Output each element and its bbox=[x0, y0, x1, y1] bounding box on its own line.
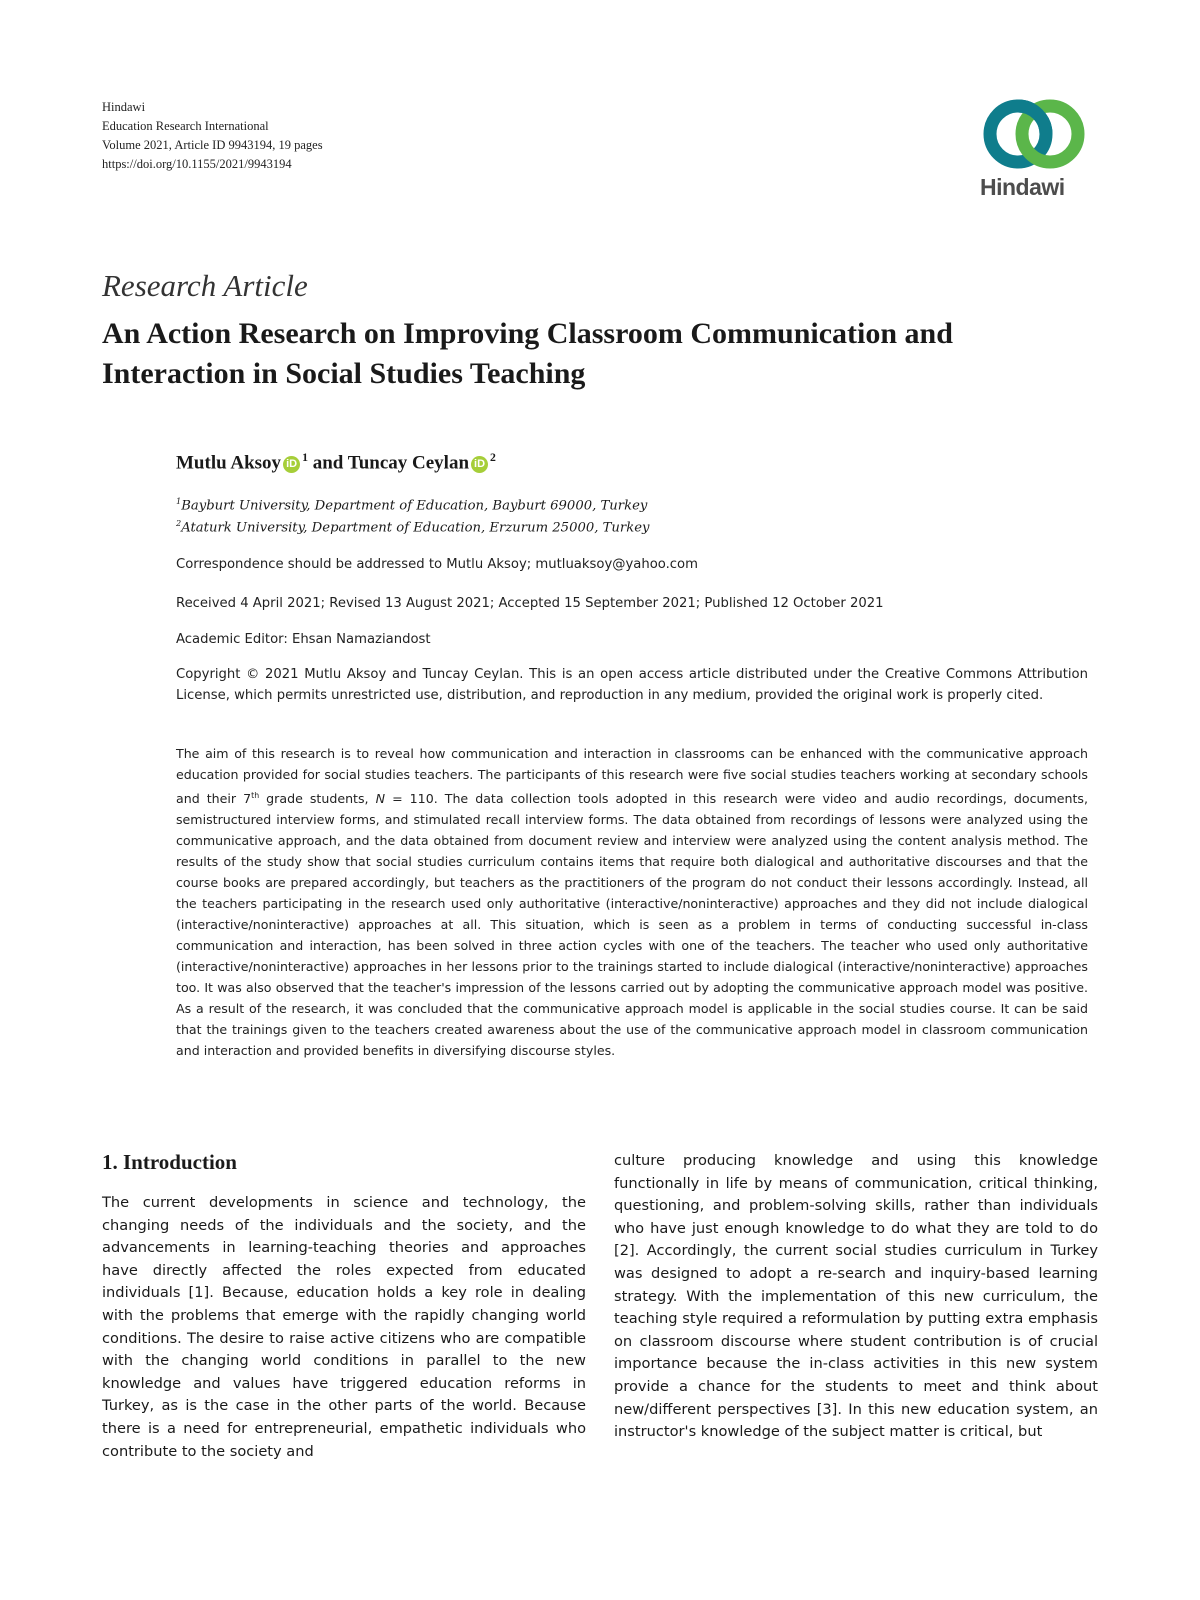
abstract-text: grade students, bbox=[259, 791, 376, 807]
hindawi-rings-icon bbox=[982, 96, 1086, 172]
author-line bbox=[176, 451, 496, 474]
paper-title: An Action Research on Improving Classroom Communication and Interaction in Social Studies Teaching bbox=[102, 317, 953, 390]
author-conjunction: and bbox=[312, 452, 344, 474]
affiliation-text: Bayburt University, Department of Education, Bayburt 69000, Turkey bbox=[181, 498, 648, 514]
journal-header bbox=[102, 98, 323, 174]
author-affiliation-mark: 1 bbox=[302, 451, 308, 464]
affiliation-2 bbox=[176, 518, 649, 535]
abstract bbox=[176, 743, 1088, 1061]
volume-info: Volume 2021, Article ID 9943194, 19 pages bbox=[102, 138, 323, 152]
abstract-text: = 110. The data collection tools adopted in this research were video and audio recordings, documents, semistructured interview forms, and stimulated recall interview forms. The data obtained from recordings of lessons were analyzed using the communicative approach, and the data obtained from document review and interview were analyzed using the content analysis method. The results of the study show that social studies curriculum contains items that require both dialogical and authoritative discourses and that the course books are prepared accordingly, but teachers as the practitioners of the program do not conduct their lessons accordingly. Instead, all the teachers participating in the research used only authoritative (interactive/noninteractive) approaches and they did not include dialogical (interactive/noninteractive) approaches at all. This situation, which is seen as a problem in terms of conducting successful in-class communication and interaction, has been solved in three action cycles with one of the teachers. The teacher who used only authoritative (interactive/noninteractive) approaches in her lessons prior to the trainings started to include dialogical (interactive/noninteractive) approaches too. It was also observed that the teacher's impression of the lessons carried out by adopting the communicative approach model was positive. As a result of the research, it was concluded that the communicative approach model is applicable in the social studies course. It can be said that the trainings given to the teachers created awareness about the use of the communicative approach model in classroom communication and interaction and provided benefits in diversifying discourse styles. bbox=[176, 791, 1088, 1059]
author-name[interactable]: Mutlu Aksoy bbox=[176, 452, 282, 474]
affiliation-text: Ataturk University, Department of Education, Erzurum 25000, Turkey bbox=[181, 520, 650, 536]
logo-wordmark: Hindawi bbox=[980, 174, 1065, 200]
body-column-left: The current developments in science and technology, the changing needs of the individuals and the society, and the advancements in learning-teaching theories and approaches have directly affected the roles expected from educated individuals [1]. Because, education holds a key role in dealing with the problems that emerge with the rapidly changing world conditions. The desire to raise active citizens who are compatible with the changing world conditions in parallel to the new knowledge and values have triggered education reforms in Turkey, as is the case in the other parts of the world. Because there is a need for entrepreneurial, empathetic individuals who contribute to the society and bbox=[102, 1194, 586, 1460]
affiliation-mark: 1 bbox=[176, 496, 182, 506]
correspondence: Correspondence should be addressed to Mutlu Aksoy; mutluaksoy@yahoo.com bbox=[176, 557, 698, 572]
section-heading: 1. Introduction bbox=[102, 1150, 237, 1174]
abstract-superscript: th bbox=[251, 791, 260, 800]
abstract-text: The aim of this research is to reveal how communication and interaction in classrooms can be enhanced with the communicative approach education provided for social studies teachers. The participants of this research were five social studies teachers working at secondary schools and their 7 bbox=[176, 746, 1088, 807]
abstract-symbol: N bbox=[375, 791, 386, 807]
journal-name: Education Research International bbox=[102, 119, 269, 133]
orcid-icon[interactable]: iD bbox=[471, 456, 488, 473]
copyright-notice: Copyright © 2021 Mutlu Aksoy and Tuncay Ceylan. This is an open access article distributed under the Creative Commons Attribution License, which permits unrestricted use, distribution, and reproduction in any medium, provided the original work is properly cited. bbox=[176, 667, 1088, 703]
affiliation-mark: 2 bbox=[176, 518, 182, 528]
affiliation-1 bbox=[176, 496, 647, 513]
orcid-icon[interactable]: iD bbox=[283, 456, 300, 473]
article-type: Research Article bbox=[102, 268, 308, 303]
author-name[interactable]: Tuncay Ceylan bbox=[347, 452, 470, 474]
body-column-right: culture producing knowledge and using this knowledge functionally in life by means of communication, critical thinking, questioning, and problem-solving skills, rather than individuals who have just enough knowledge to do what they are told to do [2]. Accordingly, the current social studies curriculum in Turkey was designed to adopt a re-search and inquiry-based learning strategy. With the implementation of this new curriculum, the teaching style required a reformulation by putting extra emphasis on classroom discourse where student contribution is of crucial importance because the in-class activities in this new system provide a chance for the students to meet and think about new/different perspectives [3]. In this new education system, an instructor's knowledge of the subject matter is critical, but bbox=[614, 1152, 1098, 1441]
publisher-name: Hindawi bbox=[102, 100, 146, 114]
author-affiliation-mark: 2 bbox=[490, 451, 496, 464]
publication-dates: Received 4 April 2021; Revised 13 August 2021; Accepted 15 September 2021; Published 12 October 2021 bbox=[176, 596, 884, 611]
hindawi-logo bbox=[980, 96, 1092, 201]
academic-editor: Academic Editor: Ehsan Namaziandost bbox=[176, 632, 431, 647]
doi-link[interactable]: https://doi.org/10.1155/2021/9943194 bbox=[102, 157, 292, 171]
